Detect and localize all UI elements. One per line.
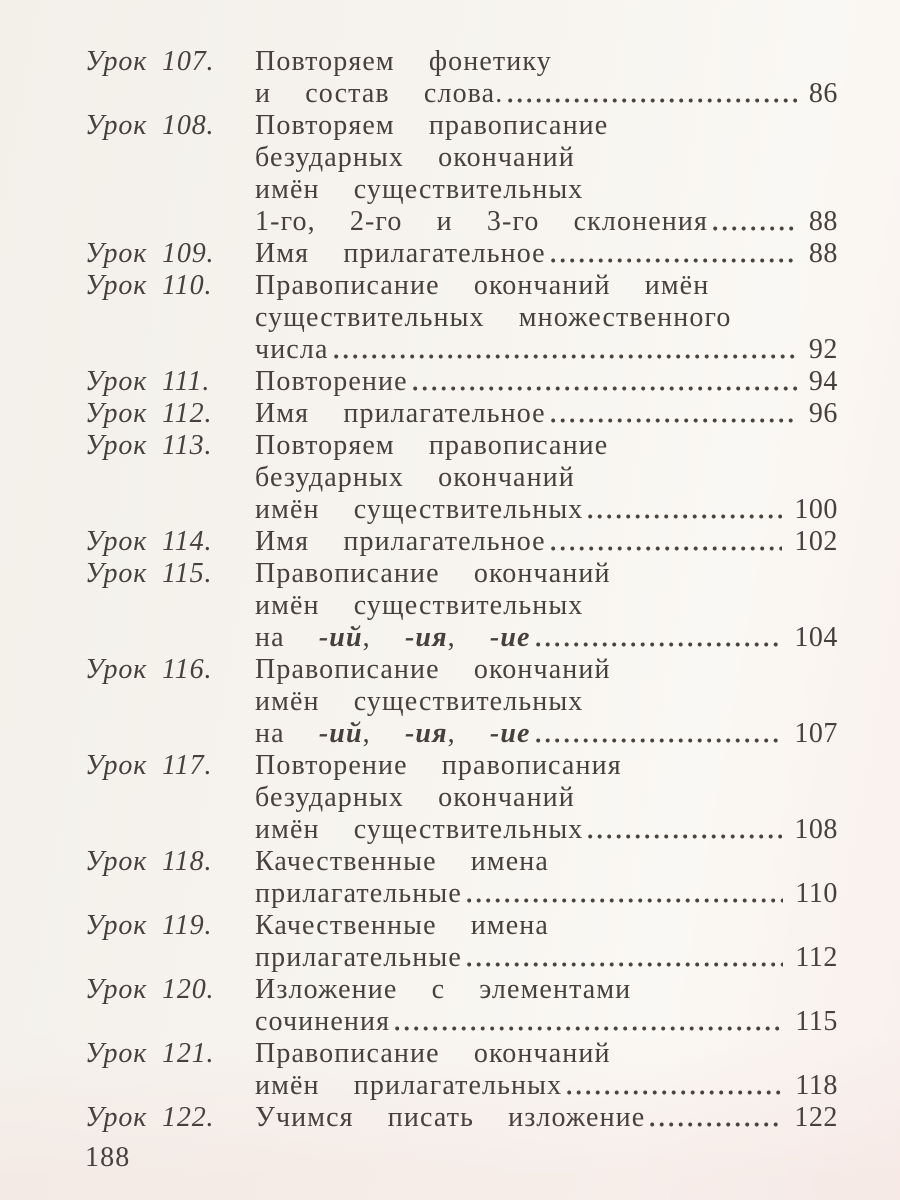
title-line <box>255 430 838 462</box>
title-line <box>255 910 838 942</box>
dot-leader <box>551 546 783 551</box>
title-text: Учимся писать изложение <box>255 1102 646 1133</box>
lesson-label: Урок 108. <box>85 110 215 141</box>
toc-entry <box>85 110 838 238</box>
title-text-segment: , <box>362 718 405 749</box>
lesson-title <box>255 1102 838 1134</box>
dot-leader <box>508 98 797 103</box>
title-line <box>255 526 838 558</box>
title-line <box>255 302 838 334</box>
toc-entry <box>85 1102 838 1134</box>
title-text: прилагательные <box>255 942 462 973</box>
page-number: 110 <box>795 878 838 909</box>
title-line <box>255 238 838 270</box>
title-line <box>255 174 838 206</box>
toc-entry <box>85 430 838 526</box>
title-text: Правописание окончаний <box>255 1038 611 1069</box>
dot-leader <box>334 354 797 359</box>
page-number: 86 <box>808 78 838 109</box>
lesson-label: Урок 112. <box>85 398 213 429</box>
title-text: сочинения <box>255 1006 391 1037</box>
title-text: Изложение с элементами <box>255 974 632 1005</box>
lesson-title <box>255 526 838 558</box>
title-text: 1-го, 2-го и 3-го склонения <box>255 206 708 237</box>
lesson-title <box>255 558 838 654</box>
emphasized-ending: -ие <box>489 718 531 749</box>
title-line <box>255 1070 838 1102</box>
title-text: Имя прилагательное <box>255 238 546 269</box>
title-text: Качественные имена <box>255 910 549 941</box>
dot-leader <box>551 418 797 423</box>
title-text: прилагательные <box>255 878 462 909</box>
title-line <box>255 46 838 78</box>
title-text: Правописание окончаний <box>255 558 611 589</box>
title-line <box>255 462 838 494</box>
toc-entry <box>85 366 838 398</box>
page-number: 88 <box>808 238 838 269</box>
title-text: Правописание окончаний имён <box>255 270 710 301</box>
page-number: 112 <box>795 942 838 973</box>
lesson-title <box>255 46 838 110</box>
lesson-title <box>255 110 838 238</box>
toc-entry <box>85 654 838 750</box>
title-line <box>255 750 838 782</box>
title-text: Повторяем фонетику <box>255 46 552 77</box>
lesson-label: Урок 117. <box>85 750 213 781</box>
title-text: существительных множественного <box>255 302 732 333</box>
lesson-title <box>255 910 838 974</box>
title-line <box>255 110 838 142</box>
emphasized-ending: -ий <box>318 718 363 749</box>
title-text-segment: , <box>447 622 490 653</box>
title-line <box>255 718 838 750</box>
title-text: имён существительных <box>255 686 584 717</box>
lesson-label: Урок 121. <box>85 1038 215 1069</box>
title-line <box>255 974 838 1006</box>
title-line <box>255 654 838 686</box>
title-text <box>255 622 531 654</box>
dot-leader <box>395 1026 783 1031</box>
toc-entry <box>85 526 838 558</box>
title-text: безударных окончаний <box>255 782 575 813</box>
title-line <box>255 686 838 718</box>
toc-entry <box>85 910 838 974</box>
title-text: числа <box>255 334 329 365</box>
emphasized-ending: -ие <box>489 622 531 653</box>
title-text <box>255 718 531 750</box>
lesson-title <box>255 366 838 398</box>
lesson-title <box>255 974 838 1038</box>
toc-entry <box>85 1038 838 1102</box>
lesson-label: Урок 113. <box>85 430 213 461</box>
page-number: 88 <box>808 206 838 237</box>
title-text: Имя прилагательное <box>255 398 546 429</box>
title-line <box>255 846 838 878</box>
lesson-label: Урок 119. <box>85 910 213 941</box>
page-number: 115 <box>795 1006 838 1037</box>
page-number: 108 <box>794 814 838 845</box>
lesson-label: Урок 109. <box>85 238 215 269</box>
title-line <box>255 558 838 590</box>
title-text: Повторение <box>255 366 408 397</box>
dot-leader <box>713 226 797 231</box>
dot-leader <box>650 1122 782 1127</box>
lesson-title <box>255 846 838 910</box>
title-text: имён прилагательных <box>255 1070 563 1101</box>
lesson-title <box>255 398 838 430</box>
title-line <box>255 78 838 110</box>
lesson-label: Урок 110. <box>85 270 213 301</box>
title-text-segment: на <box>255 622 319 653</box>
title-line <box>255 1006 838 1038</box>
lesson-title <box>255 238 838 270</box>
title-text: безударных окончаний <box>255 462 575 493</box>
title-line <box>255 334 838 366</box>
dot-leader <box>551 258 797 263</box>
title-text: Имя прилагательное <box>255 526 546 557</box>
dot-leader <box>467 962 783 967</box>
lesson-label: Урок 115. <box>85 558 213 589</box>
dot-leader <box>588 514 782 519</box>
lesson-label: Урок 118. <box>85 846 213 877</box>
lesson-label: Урок 122. <box>85 1102 215 1133</box>
footer-page-number: 188 <box>85 1142 131 1173</box>
page-number: 118 <box>795 1070 838 1101</box>
title-text: имён существительных <box>255 494 584 525</box>
toc-list <box>85 46 838 1134</box>
title-text: безударных окончаний <box>255 142 575 173</box>
title-line <box>255 494 838 526</box>
dot-leader <box>536 738 783 743</box>
title-line <box>255 942 838 974</box>
title-line <box>255 1038 838 1070</box>
title-line <box>255 206 838 238</box>
page-number: 122 <box>794 1102 838 1133</box>
title-text: и состав слова. <box>255 78 504 109</box>
title-line <box>255 590 838 622</box>
toc-entry <box>85 846 838 910</box>
emphasized-ending: -ия <box>404 622 448 653</box>
toc-entry <box>85 974 838 1038</box>
dot-leader <box>588 834 782 839</box>
title-line <box>255 398 838 430</box>
title-text: Качественные имена <box>255 846 549 877</box>
title-text: имён существительных <box>255 814 584 845</box>
title-text: Повторяем правописание <box>255 110 609 141</box>
toc-entry <box>85 398 838 430</box>
page-number: 100 <box>794 494 838 525</box>
page-number: 107 <box>794 718 838 749</box>
page-number: 102 <box>794 526 838 557</box>
lesson-label: Урок 116. <box>85 654 213 685</box>
title-text: имён существительных <box>255 174 584 205</box>
toc-entry <box>85 558 838 654</box>
emphasized-ending: -ия <box>404 718 448 749</box>
lesson-label: Урок 107. <box>85 46 215 77</box>
page-number: 92 <box>808 334 838 365</box>
lesson-label: Урок 111. <box>85 366 211 397</box>
emphasized-ending: -ий <box>318 622 363 653</box>
lesson-title <box>255 270 838 366</box>
dot-leader <box>467 898 783 903</box>
dot-leader <box>567 1090 783 1095</box>
title-line <box>255 622 838 654</box>
title-line <box>255 1102 838 1134</box>
title-text: Повторяем правописание <box>255 430 609 461</box>
title-text-segment: , <box>447 718 490 749</box>
title-text: имён существительных <box>255 590 584 621</box>
lesson-label: Урок 114. <box>85 526 213 557</box>
title-line <box>255 366 838 398</box>
title-text-segment: на <box>255 718 319 749</box>
page-number: 96 <box>808 398 838 429</box>
toc-entry <box>85 46 838 110</box>
title-line <box>255 782 838 814</box>
dot-leader <box>413 386 797 391</box>
title-line <box>255 270 838 302</box>
title-line <box>255 142 838 174</box>
title-line <box>255 814 838 846</box>
lesson-title <box>255 654 838 750</box>
title-line <box>255 878 838 910</box>
lesson-title <box>255 750 838 846</box>
dot-leader <box>536 642 783 647</box>
lesson-label: Урок 120. <box>85 974 215 1005</box>
title-text-segment: , <box>362 622 405 653</box>
toc-entry <box>85 238 838 270</box>
page-number: 104 <box>794 622 838 653</box>
page-number: 94 <box>808 366 838 397</box>
toc-entry <box>85 270 838 366</box>
title-text: Повторение правописания <box>255 750 622 781</box>
title-text: Правописание окончаний <box>255 654 611 685</box>
lesson-title <box>255 1038 838 1102</box>
lesson-title <box>255 430 838 526</box>
toc-entry <box>85 750 838 846</box>
